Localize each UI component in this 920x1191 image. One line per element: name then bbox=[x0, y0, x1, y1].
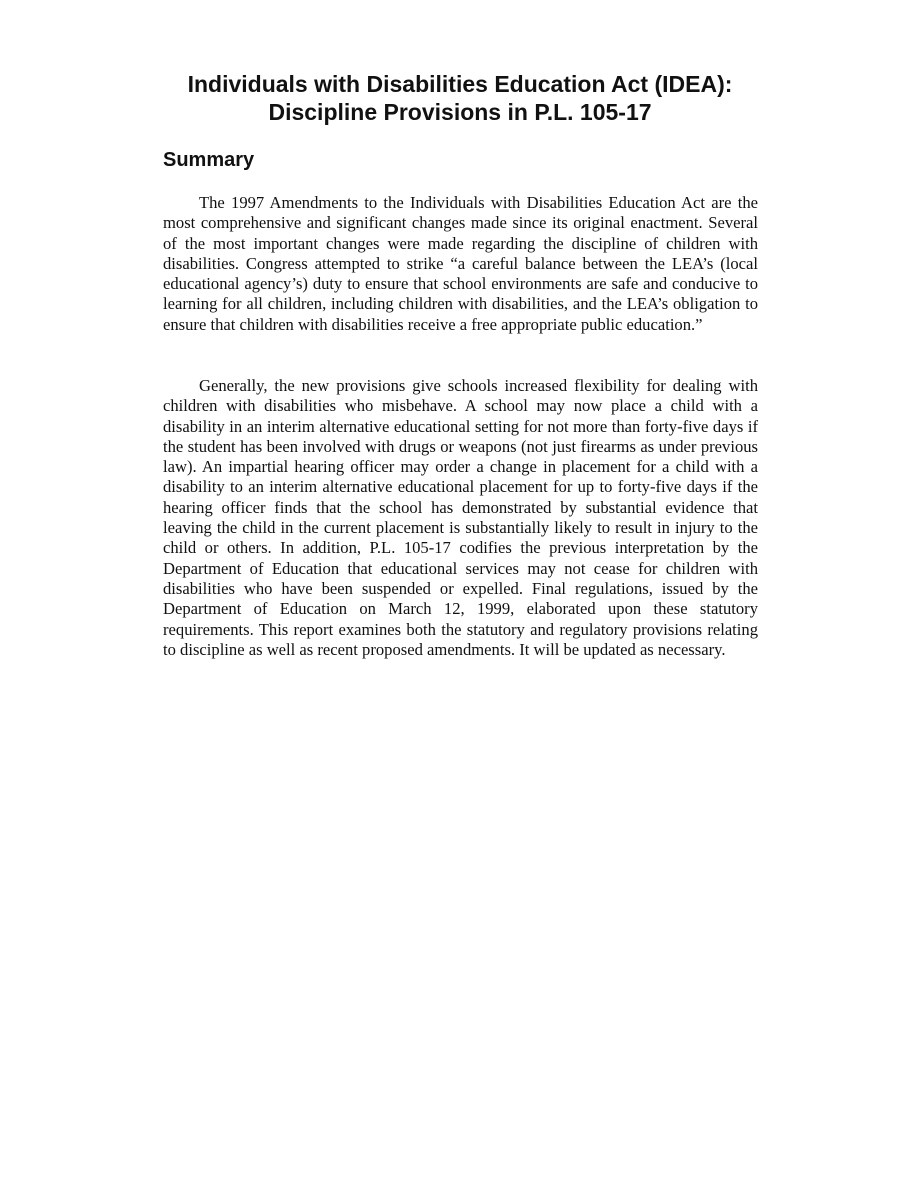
document-title-line-1: Individuals with Disabilities Education Act (IDEA): bbox=[187, 71, 733, 98]
document-title-line-2: Discipline Provisions in P.L. 105-17 bbox=[268, 99, 652, 126]
section-heading-summary: Summary bbox=[163, 149, 255, 171]
document-title bbox=[130, 70, 790, 126]
summary-paragraph-2: Generally, the new provisions give schools increased flexibility for dealing with children with disabilities who misbehave. A school may now place a child with a disability in an interim alternative educational setting for not more than forty-five days if the student has been involved with drugs or weapons (not just firearms as under previous law). An impartial hearing officer may order a change in placement for a child with a disability to an interim alternative educational placement for up to forty-five days if the hearing officer finds that the school has demonstrated by substantial evidence that leaving the child in the current placement is substantially likely to result in injury to the child or others. In addition, P.L. 105-17 codifies the previous interpretation by the Department of Education that educational services may not cease for children with disabilities who have been suspended or expelled. Final regulations, issued by the Department of Education on March 12, 1999, elaborated upon these statutory requirements. This report examines both the statutory and regulatory provisions relating to discipline as well as recent proposed amendments. It will be updated as necessary. bbox=[163, 376, 758, 659]
summary-paragraph-1: The 1997 Amendments to the Individuals with Disabilities Education Act are the most comprehensive and significant changes made since its original enactment. Several of the most important changes were made regarding the discipline of children with disabilities. Congress attempted to strike “a careful balance between the LEA’s (local educational agency’s) duty to ensure that school environments are safe and conducive to learning for all children, including children with disabilities, and the LEA’s obligation to ensure that children with disabilities receive a free appropriate public education.” bbox=[163, 193, 758, 334]
